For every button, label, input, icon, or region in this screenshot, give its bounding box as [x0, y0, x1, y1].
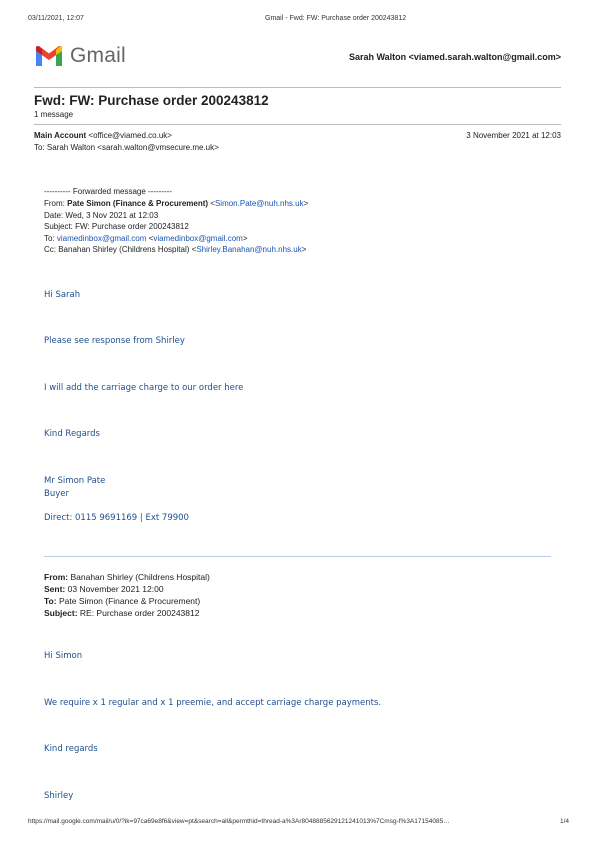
print-title: Gmail - Fwd: FW: Purchase order 200243812 [265, 15, 407, 22]
forward-from-email-link[interactable]: Simon.Pate@nuh.nhs.uk [214, 199, 304, 208]
message-date: 3 November 2021 at 12:03 [466, 131, 561, 140]
quoted-sent [44, 584, 164, 594]
quoted-from-label: From: [44, 572, 69, 582]
body-paragraph: I will add the carriage charge to our order here [44, 383, 244, 393]
forward-subject: Subject: FW: Purchase order 200243812 [44, 222, 189, 231]
quoted-from [44, 572, 210, 582]
from-name: Main Account [34, 131, 87, 140]
quoted-to-label: To: [44, 596, 57, 606]
quoted-subject-value: RE: Purchase order 200243812 [79, 608, 200, 618]
body-closing: Kind Regards [44, 429, 100, 439]
forward-to-email-link-2[interactable]: viamedinbox@gmail.com [153, 234, 243, 243]
quoted-from-value: Banahan Shirley (Childrens Hospital) [70, 572, 210, 582]
forward-cc: Cc: Banahan Shirley (Childrens Hospital) <Shirley.Banahan@nuh.nhs.uk> [44, 245, 307, 254]
quoted-subject-label: Subject: [44, 608, 78, 618]
from-email: <office@viamed.co.uk> [88, 131, 172, 140]
forward-to: To: viamedinbox@gmail.com <viamedinbox@gmail.com> [44, 234, 248, 243]
signature-phone: Direct: 0115 9691169 | Ext 79900 [44, 513, 189, 523]
print-url: https://mail.google.com/mail/u/0/?ik=97ca69e8f6&view=pt&search=all&permthid=thread-a%3Ar8048885629121241013%7Cmsg-f%3A17154085… [28, 818, 450, 825]
divider [34, 87, 561, 88]
body-greeting: Hi Sarah [44, 290, 81, 300]
quoted-closing: Kind regards [44, 744, 98, 754]
forward-to-email-link[interactable]: viamedinbox@gmail.com [56, 234, 147, 243]
quote-separator [44, 556, 551, 557]
signature-title: Buyer [44, 489, 69, 499]
message-count: 1 message [34, 110, 74, 119]
quoted-greeting: Hi Simon [44, 651, 83, 661]
gmail-logo-icon [34, 45, 64, 68]
forward-marker: ---------- Forwarded message --------- [44, 187, 172, 196]
account-identity: Sarah Walton <viamed.sarah.walton@gmail.com> [348, 52, 561, 62]
body-paragraph: Please see response from Shirley [44, 336, 185, 346]
thread-subject: Fwd: FW: Purchase order 200243812 [34, 93, 269, 108]
message-from [34, 131, 172, 140]
quoted-subject [44, 608, 199, 618]
message-to: To: Sarah Walton <sarah.walton@vmsecure.me.uk> [34, 143, 219, 152]
forward-to-label: To: [44, 234, 55, 243]
forward-from-name: Pate Simon (Finance & Procurement) [67, 199, 209, 208]
signature-name: Mr Simon Pate [44, 476, 106, 486]
print-page-number: 1/4 [559, 818, 569, 825]
forward-cc-email-link[interactable]: Shirley.Banahan@nuh.nhs.uk [196, 245, 302, 254]
quoted-sent-label: Sent: [44, 584, 66, 594]
forward-from: From: Pate Simon (Finance & Procurement) <Simon.Pate@nuh.nhs.uk> [44, 199, 309, 208]
quoted-to-value: Pate Simon (Finance & Procurement) [58, 596, 201, 606]
gmail-wordmark: Gmail [70, 44, 126, 67]
quoted-paragraph: We require x 1 regular and x 1 preemie, and accept carriage charge payments. [44, 698, 382, 708]
quoted-signature: Shirley [44, 791, 74, 801]
print-datetime: 03/11/2021, 12:07 [28, 15, 84, 22]
gmail-logo [34, 44, 126, 68]
forward-from-label: From: [44, 199, 65, 208]
quoted-to [44, 596, 200, 606]
quoted-sent-value: 03 November 2021 12:00 [67, 584, 164, 594]
forward-cc-label: Cc: Banahan Shirley (Childrens Hospital) [44, 245, 190, 254]
forward-date: Date: Wed, 3 Nov 2021 at 12:03 [44, 211, 159, 220]
divider [34, 124, 561, 125]
